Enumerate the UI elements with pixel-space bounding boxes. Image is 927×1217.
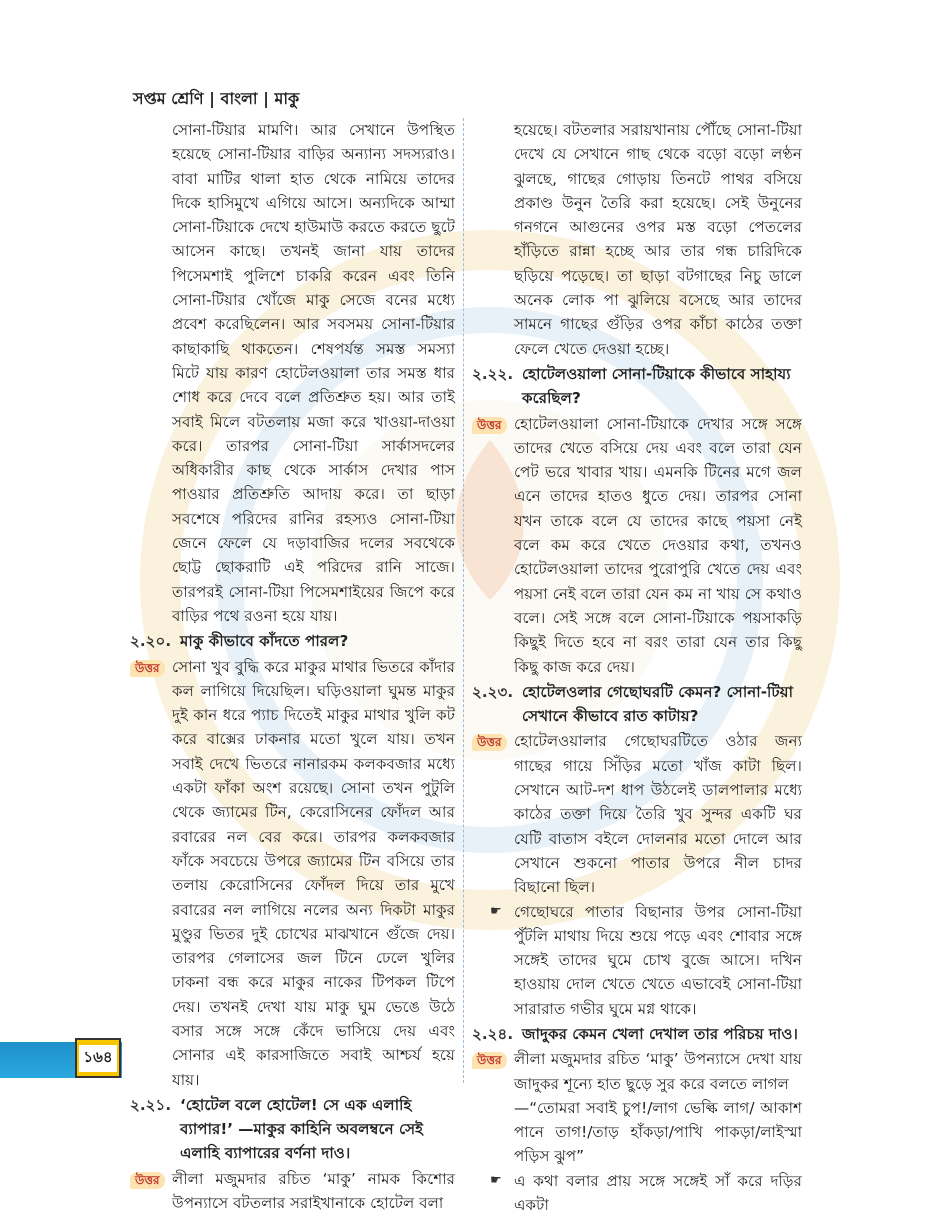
page-header: সপ্তম শ্রেণি | বাংলা | মাকু: [133, 89, 300, 108]
answer: [130, 1167, 455, 1216]
answer-text: হোটেলওয়ালা সোনা-টিয়াকে দেখার সঙ্গে সঙ্গে তাদের খেতে বসিয়ে দেয় এবং বলে তারা যেন পেট ভরে খাবার খায়। এমনকি টিনের মগে জল এনে তাদের হাতও ধুতে দেয়। তারপর সোনা যখন তাকে বলে যে তাদের কাছে পয়সা নেই বলে কম করে খেতে দেওয়ার কথা, তখনও হোটেলওয়ালা তাদের পুরোপুরি খেতে দেয় এবং পয়সা নেই বলে তারা যেন কম না খায় সে কথাও বলে। সেই সঙ্গে বলে সোনা-টিয়াকে পয়সাকড়ি কিছুই দিতে হবে না বরং তারা যেন তার কিছু কিছু কাজ করে দেয়।: [514, 414, 802, 676]
bullet-text: গেছোঘরে পাতার বিছানার উপর সোনা-টিয়া পুঁটলি মাথায় দিয়ে শুয়ে পড়ে এবং শোবার সঙ্গে সঙ্গেই তাদের ঘুমে চোখ বুজে আসে। দখিন হাওয়ায় দোল খেতে খেতে এভাবেই সোনা-টিয়া সারারাত গভীর ঘুমে মগ্ন থাকে।: [514, 902, 802, 1018]
right-column: [472, 118, 802, 1217]
question-number: ২.২০.: [130, 632, 172, 651]
answer-badge-icon: উত্তর: [472, 412, 514, 436]
pointing-hand-icon: ☛: [490, 1172, 502, 1188]
answer-text: [514, 1047, 802, 1168]
question-text: জাদুকর কেমন খেলা দেখাল তার পরিচয় দাও।: [522, 1024, 798, 1043]
answer-text: লীলা মজুমদার রচিত ‘মাকু’ নামক কিশোর উপন্যাসে বটতলার সরাইখানাকে হোটেল বলা: [172, 1169, 455, 1213]
answer-text: সোনা খুব বুদ্ধি করে মাকুর মাথার ভিতরে কাঁদার কল লাগিয়ে দিয়েছিল। ঘড়িওয়ালা ঘুমন্ত মাকুর দুই কান ধরে প্যাচ দিতেই মাকুর মাথার খুলি কট করে বাক্সের ঢাকনার মতো খুলে যায়। তখন সবাই দেখে ভিতরে নানারকম কলকবজার মধ্যে একটা ফাঁকা অংশ রয়েছে। সোনা তখন পুটুলি থেকে জ্যামের টিন, কেরোসিনের ফোঁদল আর রবারের নল বের করে। তারপর কলকবজার ফাঁকে সবচেয়ে উপরে জ্যামের টিন বসিয়ে তার তলায় কেরোসিনের ফোঁদল দিয়ে তার মুখে রবারের নল লাগিয়ে নলের অন্য দিকটা মাকুর মুণ্ডুর ভিতর দুই চোখের মাঝখানে গুঁজে দেয়। তারপর গেলাসের জল টিনে ঢেলে খুলির ঢাকনা বন্ধ করে মাকুর নাকের টিপকল টিপে দেয়। তখনই দেখা যায় মাকু ঘুম ভেঙে উঠে বসার সঙ্গে সঙ্গে কেঁদে ভাসিয়ে দেয় এবং সোনার এই কারসাজিতে সবাই আশ্চর্য হয়ে যায়।: [172, 657, 455, 1089]
bullet-item: [472, 1169, 802, 1217]
answer-badge-icon: উত্তর: [472, 729, 514, 753]
answer-verse: —“তোমরা সবাই চুপ!/লাগ ভেল্কি লাগ/ আকাশ পানে তাগ!/তাড় হাঁকড়া/পাখি পাকড়া/লাইস্মা পড়িস ঝুপ”: [514, 1098, 802, 1166]
question: [130, 1093, 455, 1166]
question: [130, 629, 455, 653]
pointing-hand-icon: ☛: [490, 903, 502, 919]
question-text: মাকু কীভাবে কাঁদতে পারল?: [180, 632, 349, 651]
question: [472, 680, 802, 729]
answer: [472, 412, 802, 679]
question-text: হোটেলওলার গেছোঘরটি কেমন? সোনা-টিয়া সেখানে কীভাবে রাত কাটায়?: [522, 682, 793, 726]
question-number: ২.২৩.: [472, 682, 514, 701]
column-divider: [463, 118, 464, 1083]
answer-text: হোটেলওয়ালার গেছোঘরটিতে ওঠার জন্য গাছের গায়ে সিঁড়ির মতো খাঁজ কাটা ছিল। সেখানে আট-দশ ধাপ উঠলেই ডালপালার মধ্যে কাঠের তক্তা দিয়ে তৈরি খুব সুন্দর একটি ঘর যেটি বাতাস বইলে দোলনার মতো দোলে আর সেখানে শুকনো পাতার উপরে নীল চাদর বিছানো ছিল।: [514, 732, 802, 897]
answer-badge-icon: উত্তর: [472, 1047, 514, 1071]
question-number: ২.২৪.: [472, 1024, 514, 1043]
bullet-item: [472, 900, 802, 1021]
answer: [472, 1047, 802, 1168]
question-text: ‘হোটেল বলে হোটেল! সে এক এলাহি ব্যাপার!’ —মাকুর কাহিনি অবলম্বনে সেই এলাহি ব্যাপারের বর্ণনা দাও।: [180, 1095, 424, 1163]
paragraph: সোনা-টিয়ার মামণি। আর সেখানে উপস্থিত হয়েছে সোনা-টিয়ার বাড়ির অন্যান্য সদস্যরাও। বাবা মাটির থালা হাত থেকে নামিয়ে তাদের দিকে হাসিমুখে এগিয়ে আসে। অন্যদিকে আম্মা সোনা-টিয়াকে দেখে হাউমাউ করতে করতে ছুটে আসেন কাছে। তখনই জানা যায় তাদের পিসেমশাই পুলিশে চাকরি করেন এবং তিনি সোনা-টিয়ার খোঁজে মাকু সেজে বনের মধ্যে প্রবেশ করেছিলেন। আর সবসময় সোনা-টিয়ার কাছাকাছি থাকতেন। শেষপর্যন্ত সমস্ত সমস্যা মিটে যায় কারণ হোটেলওয়ালা তার সমস্ত ধার শোধ করে দেবে বলে প্রতিশ্রুত হয়। আর তাই সবাই মিলে বটতলায় মজা করে খাওয়া-দাওয়া করে। তারপর সোনা-টিয়া সার্কাসদলের অধিকারীর কাছ থেকে সার্কাস দেখার পাস পাওয়ার প্রতিশ্রুতি আদায় করে। তা ছাড়া সবশেষে পরিদের রানির রহস্যও সোনা-টিয়া জেনে ফেলে যে দড়াবাজির দলের সবথেকে ছোট্ট ছোকরাটি এই পরিদের রানি সাজে। তারপরই সোনা-টিয়া পিসেমশাইয়ের জিপে করে বাড়ির পথে রওনা হয়ে যায়।: [172, 121, 455, 625]
paragraph: হয়েছে। বটতলার সরায়খানায় পৌঁছে সোনা-টিয়া দেখে যে সেখানে গাছ থেকে বড়ো বড়ো লণ্ঠন ঝুলছে, গাছের গোড়ায় তিনটে পাথর বসিয়ে প্রকাণ্ড উনুন তৈরি করা হয়েছে। সেই উনুনের গনগনে আগুনের ওপর মস্ত বড়ো পেতলের হাঁড়িতে রান্না হচ্ছে আর তার গন্ধ চারিদিকে ছড়িয়ে পড়েছে। তা ছাড়া বটগাছের নিচু ডালে অনেক লোক পা ঝুলিয়ে বসেছে আর তাদের সামনে গাছের গুঁড়ির ওপর কাঁচা কাঠের তক্তা ফেলে খেতে দেওয়া হচ্ছে।: [514, 121, 802, 358]
answer-badge-icon: উত্তর: [130, 1167, 172, 1191]
answer-line: লীলা মজুমদার রচিত ‘মাকু’ উপন্যাসে দেখা যায় জাদুকর শূন্যে হাত ছুড়ে সুর করে বলতে লাগল: [514, 1050, 802, 1093]
answer: [472, 729, 802, 899]
question-number: ২.২২.: [472, 364, 514, 383]
page-number: ১৬৪: [75, 1038, 121, 1078]
question: [472, 362, 802, 411]
left-column: [130, 118, 455, 1215]
answer: [130, 655, 455, 1092]
question-number: ২.২১.: [130, 1095, 172, 1114]
question-text: হোটেলওয়ালা সোনা-টিয়াকে কীভাবে সাহায্য করেছিল?: [522, 364, 791, 408]
answer-badge-icon: উত্তর: [130, 655, 172, 679]
bullet-text: এ কথা বলার প্রায় সঙ্গে সঙ্গেই সাঁ করে দড়ির একটা: [514, 1171, 802, 1215]
question: [472, 1022, 802, 1046]
